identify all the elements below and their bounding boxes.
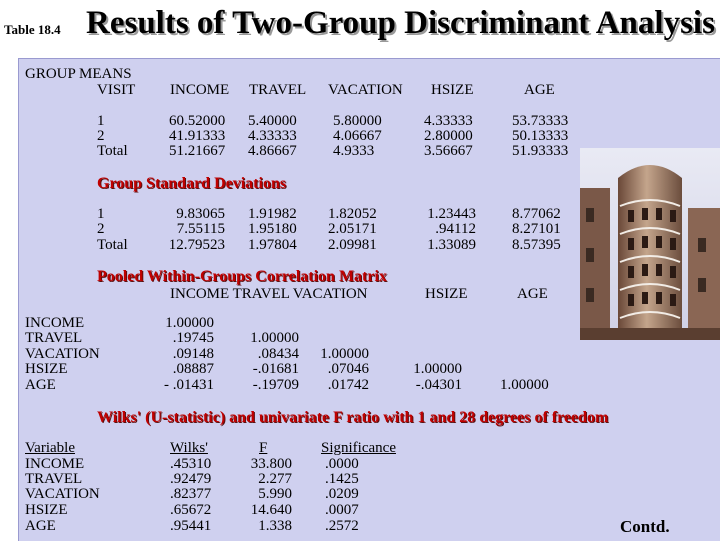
table-cell: 2.277: [258, 471, 292, 487]
table-cell: 1.97804: [248, 237, 297, 253]
f-header: F: [259, 440, 268, 456]
table-cell: 1.00000: [500, 377, 549, 393]
table-cell: .08434: [257, 346, 299, 362]
table-cell: 8.57395: [512, 237, 561, 253]
row-label: 2: [97, 221, 105, 237]
table-cell: .94112: [435, 221, 476, 237]
table-number: Table 18.4: [4, 22, 61, 37]
table-cell: .0000: [325, 456, 359, 472]
table-cell: 7.55115: [176, 221, 225, 237]
table-cell: 60.52000: [169, 113, 226, 129]
table-cell: -.19709: [252, 377, 299, 393]
correlation-heading: Pooled Within-Groups Correlation Matrix: [97, 268, 387, 285]
table-cell: 33.800: [250, 456, 292, 472]
table-cell: .0209: [325, 486, 359, 502]
table-cell: 4.9333: [333, 143, 375, 159]
correlation-columns-header: INCOME TRAVEL VACATION: [170, 286, 368, 302]
table-cell: 1.91982: [248, 206, 297, 222]
row-label: Total: [97, 237, 128, 253]
table-cell: 2.80000: [424, 128, 473, 144]
table-cell: 1.33089: [427, 237, 476, 253]
row-label: INCOME: [25, 315, 85, 331]
row-label: HSIZE: [25, 502, 68, 518]
col-age-header: AGE: [524, 82, 555, 98]
table-cell: .95441: [170, 518, 212, 534]
row-label: HSIZE: [25, 361, 68, 377]
row-label: 1: [97, 206, 105, 222]
col-income-header: INCOME: [170, 82, 230, 98]
table-cell: .07046: [327, 361, 369, 377]
wilks-heading: Wilks' (U-statistic) and univariate F ratio with 1 and 28 degrees of freedom: [97, 409, 609, 426]
row-label: VACATION: [25, 346, 100, 362]
row-label: TRAVEL: [25, 330, 83, 346]
table-cell: - .01431: [164, 377, 214, 393]
correlation-col-hsize: HSIZE: [425, 286, 468, 302]
table-cell: .19745: [172, 330, 214, 346]
slide-title: Results of Two-Group Discriminant Analysis: [86, 5, 715, 41]
table-cell: 1.95180: [248, 221, 297, 237]
row-label: VACATION: [25, 486, 100, 502]
table-cell: .1425: [325, 471, 359, 487]
row-label: 2: [97, 128, 105, 144]
table-cell: -.01681: [252, 361, 299, 377]
visit-header: VISIT: [97, 82, 136, 98]
table-cell: 9.83065: [176, 206, 225, 222]
variable-header: Variable: [25, 440, 75, 456]
table-cell: 1.00000: [320, 346, 369, 362]
table-cell: 1.00000: [165, 315, 214, 331]
table-cell: 50.13333: [512, 128, 569, 144]
table-cell: 41.91333: [169, 128, 226, 144]
table-cell: 2.05171: [328, 221, 377, 237]
col-hsize-header: HSIZE: [431, 82, 474, 98]
row-label: AGE: [25, 518, 56, 534]
table-cell: -.04301: [415, 377, 462, 393]
table-cell: .01742: [327, 377, 369, 393]
table-cell: .0007: [325, 502, 359, 518]
correlation-col-age: AGE: [517, 286, 548, 302]
group-sd-heading: Group Standard Deviations: [97, 175, 287, 192]
table-cell: 3.56667: [424, 143, 473, 159]
wilks-header: Wilks': [170, 440, 208, 456]
table-cell: 5.40000: [248, 113, 297, 129]
significance-header: Significance: [321, 440, 396, 456]
table-cell: 51.21667: [169, 143, 226, 159]
table-cell: 1.23443: [427, 206, 476, 222]
table-cell: 5.990: [258, 486, 292, 502]
continued-label: Contd.: [620, 517, 670, 536]
row-label: Total: [97, 143, 128, 159]
building-photo: [580, 148, 720, 340]
table-cell: 4.06667: [333, 128, 382, 144]
table-cell: .2572: [325, 518, 359, 534]
table-cell: 14.640: [250, 502, 292, 518]
col-vacation-header: VACATION: [328, 82, 403, 98]
table-cell: 1.82052: [328, 206, 377, 222]
table-cell: 1.00000: [413, 361, 462, 377]
table-cell: 12.79523: [168, 237, 225, 253]
table-cell: .92479: [170, 471, 212, 487]
table-cell: 1.338: [258, 518, 292, 534]
table-cell: 1.00000: [250, 330, 299, 346]
table-cell: 4.86667: [248, 143, 297, 159]
row-label: TRAVEL: [25, 471, 83, 487]
group-means-heading: GROUP MEANS: [25, 66, 132, 82]
table-cell: .65672: [170, 502, 212, 518]
row-label: INCOME: [25, 456, 85, 472]
table-cell: 8.27101: [512, 221, 561, 237]
table-cell: 53.73333: [512, 113, 569, 129]
table-cell: 51.93333: [512, 143, 569, 159]
table-cell: 4.33333: [248, 128, 297, 144]
table-cell: .09148: [172, 346, 214, 362]
row-label: AGE: [25, 377, 56, 393]
table-cell: .08887: [172, 361, 214, 377]
table-cell: 2.09981: [328, 237, 377, 253]
table-cell: 4.33333: [424, 113, 473, 129]
table-cell: .45310: [170, 456, 212, 472]
row-label: 1: [97, 113, 105, 129]
col-travel-header: TRAVEL: [249, 82, 307, 98]
table-cell: .82377: [170, 486, 212, 502]
table-cell: 5.80000: [333, 113, 382, 129]
table-cell: 8.77062: [512, 206, 561, 222]
